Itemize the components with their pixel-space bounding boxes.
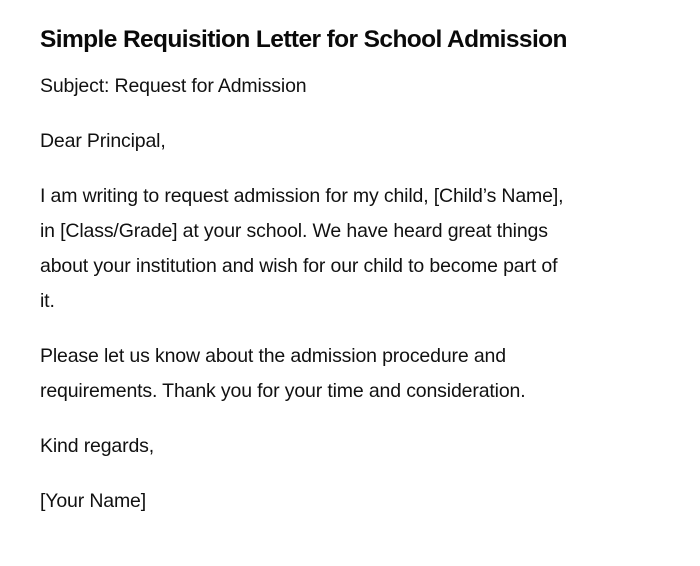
signature-placeholder: [Your Name] (40, 490, 147, 512)
subject-line: Subject: Request for Admission (40, 75, 307, 97)
paragraph-line: it. (40, 290, 55, 312)
body-paragraph-1 (40, 179, 640, 319)
closing: Kind regards, (40, 435, 155, 457)
paragraph-line: in [Class/Grade] at your school. We have heard great things (40, 220, 548, 242)
paragraph-line: requirements. Thank you for your time and consideration. (40, 380, 526, 402)
document-title: Simple Requisition Letter for School Admission (40, 26, 567, 53)
body-paragraph-2 (40, 339, 640, 409)
paragraph-line: I am writing to request admission for my child, [Child’s Name], (40, 185, 564, 207)
paragraph-line: about your institution and wish for our child to become part of (40, 255, 558, 277)
salutation: Dear Principal, (40, 130, 166, 152)
paragraph-line: Please let us know about the admission procedure and (40, 345, 506, 367)
